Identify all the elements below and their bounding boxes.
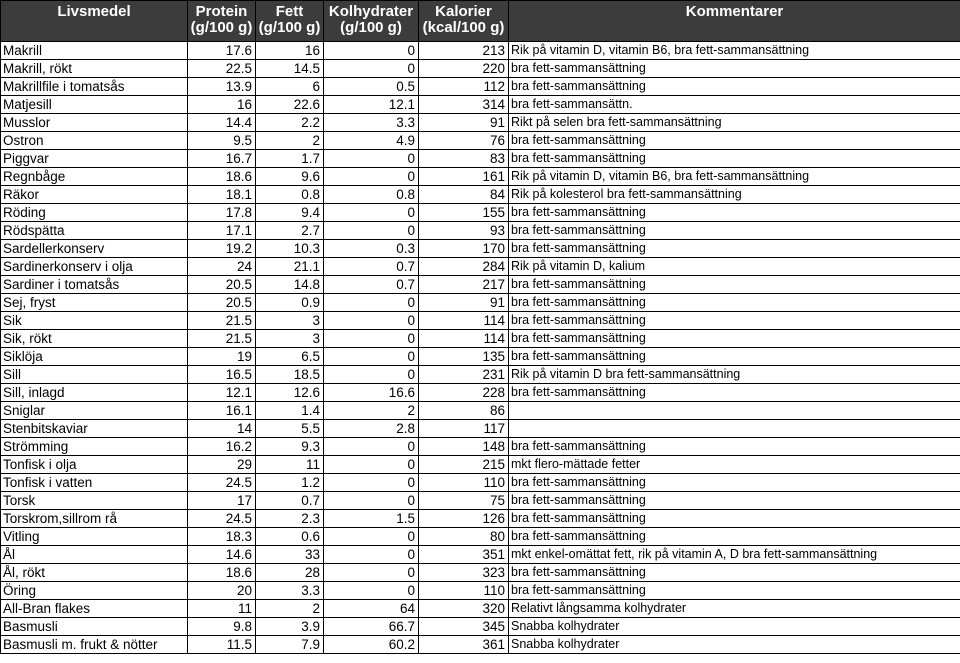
kommentar-cell: bra fett-sammansättning (509, 222, 960, 240)
protein-cell: 9.8 (188, 618, 256, 636)
kalorier-cell: 161 (419, 168, 509, 186)
livsmedel-cell: Tonfisk i olja (1, 456, 188, 474)
kommentar-cell: Relativt långsamma kolhydrater (509, 600, 960, 618)
table-row (1, 204, 960, 222)
protein-cell: 13.9 (188, 78, 256, 96)
kolhydrater-cell: 0 (324, 168, 419, 186)
protein-cell: 18.6 (188, 564, 256, 582)
kommentar-cell: bra fett-sammansättning (509, 492, 960, 510)
kalorier-cell: 76 (419, 132, 509, 150)
kommentar-cell: bra fett-sammansättning (509, 78, 960, 96)
livsmedel-cell: Stenbitskaviar (1, 420, 188, 438)
fett-cell: 14.8 (256, 276, 324, 294)
kommentar-cell (509, 402, 960, 420)
fett-cell: 22.6 (256, 96, 324, 114)
kalorier-cell: 80 (419, 528, 509, 546)
kolhydrater-cell: 0 (324, 492, 419, 510)
protein-cell: 18.1 (188, 186, 256, 204)
protein-cell: 12.1 (188, 384, 256, 402)
kommentar-cell: bra fett-sammansättning (509, 438, 960, 456)
kommentar-cell: bra fett-sammansättning (509, 510, 960, 528)
livsmedel-cell: Tonfisk i vatten (1, 474, 188, 492)
fett-cell: 18.5 (256, 366, 324, 384)
kalorier-cell: 361 (419, 636, 509, 654)
kalorier-cell: 75 (419, 492, 509, 510)
kalorier-cell: 148 (419, 438, 509, 456)
kommentar-cell: Rik på vitamin D, kalium (509, 258, 960, 276)
table-row (1, 420, 960, 438)
kalorier-cell: 84 (419, 186, 509, 204)
kalorier-cell: 93 (419, 222, 509, 240)
fett-cell: 3 (256, 312, 324, 330)
kommentar-cell: bra fett-sammansättning (509, 348, 960, 366)
protein-cell: 20.5 (188, 294, 256, 312)
protein-cell: 22.5 (188, 60, 256, 78)
livsmedel-cell: Musslor (1, 114, 188, 132)
protein-cell: 16.7 (188, 150, 256, 168)
kolhydrater-cell: 0.5 (324, 78, 419, 96)
header-fett: Fett (g/100 g) (256, 1, 324, 42)
kolhydrater-cell: 0 (324, 456, 419, 474)
table-row (1, 312, 960, 330)
protein-cell: 24.5 (188, 510, 256, 528)
protein-cell: 14.6 (188, 546, 256, 564)
kolhydrater-cell: 0 (324, 330, 419, 348)
livsmedel-cell: Makrill (1, 42, 188, 60)
kalorier-cell: 170 (419, 240, 509, 258)
kolhydrater-cell: 3.3 (324, 114, 419, 132)
livsmedel-cell: All-Bran flakes (1, 600, 188, 618)
protein-cell: 9.5 (188, 132, 256, 150)
header-kommentarer: Kommentarer (509, 1, 960, 42)
kolhydrater-cell: 4.9 (324, 132, 419, 150)
protein-cell: 14 (188, 420, 256, 438)
table-row (1, 510, 960, 528)
kommentar-cell: bra fett-sammansättning (509, 384, 960, 402)
kommentar-cell: Snabba kolhydrater (509, 618, 960, 636)
kommentar-cell: bra fett-sammansättning (509, 564, 960, 582)
livsmedel-cell: Basmusli (1, 618, 188, 636)
protein-cell: 16.2 (188, 438, 256, 456)
protein-cell: 11 (188, 600, 256, 618)
fett-cell: 1.2 (256, 474, 324, 492)
kalorier-cell: 284 (419, 258, 509, 276)
table-body (1, 42, 960, 654)
kommentar-cell: mkt flero-mättade fetter (509, 456, 960, 474)
fett-cell: 7.9 (256, 636, 324, 654)
kolhydrater-cell: 12.1 (324, 96, 419, 114)
fett-cell: 3.3 (256, 582, 324, 600)
livsmedel-cell: Ål (1, 546, 188, 564)
kalorier-cell: 86 (419, 402, 509, 420)
kolhydrater-cell: 0 (324, 366, 419, 384)
livsmedel-cell: Torsk (1, 492, 188, 510)
kalorier-cell: 345 (419, 618, 509, 636)
fett-cell: 0.9 (256, 294, 324, 312)
livsmedel-cell: Öring (1, 582, 188, 600)
livsmedel-cell: Torskrom,sillrom rå (1, 510, 188, 528)
protein-cell: 29 (188, 456, 256, 474)
kolhydrater-cell: 0 (324, 348, 419, 366)
kalorier-cell: 114 (419, 330, 509, 348)
table-row (1, 258, 960, 276)
table-row (1, 186, 960, 204)
fett-cell: 2.2 (256, 114, 324, 132)
fett-cell: 6.5 (256, 348, 324, 366)
kalorier-cell: 231 (419, 366, 509, 384)
table-row (1, 114, 960, 132)
livsmedel-cell: Matjesill (1, 96, 188, 114)
kalorier-cell: 320 (419, 600, 509, 618)
livsmedel-cell: Sniglar (1, 402, 188, 420)
kommentar-cell: bra fett-sammansättning (509, 312, 960, 330)
kolhydrater-cell: 0 (324, 438, 419, 456)
kolhydrater-cell: 2.8 (324, 420, 419, 438)
kommentar-cell: bra fett-sammansättning (509, 582, 960, 600)
kalorier-cell: 351 (419, 546, 509, 564)
kolhydrater-cell: 1.5 (324, 510, 419, 528)
protein-cell: 24.5 (188, 474, 256, 492)
protein-cell: 16 (188, 96, 256, 114)
livsmedel-cell: Räkor (1, 186, 188, 204)
kalorier-cell: 126 (419, 510, 509, 528)
fett-cell: 2.3 (256, 510, 324, 528)
table-row (1, 366, 960, 384)
kolhydrater-cell: 0 (324, 528, 419, 546)
fett-cell: 0.8 (256, 186, 324, 204)
table-row (1, 384, 960, 402)
livsmedel-cell: Sill (1, 366, 188, 384)
table-row (1, 96, 960, 114)
fett-cell: 1.4 (256, 402, 324, 420)
fett-cell: 9.3 (256, 438, 324, 456)
livsmedel-cell: Regnbåge (1, 168, 188, 186)
livsmedel-cell: Vitling (1, 528, 188, 546)
kolhydrater-cell: 0.7 (324, 258, 419, 276)
protein-cell: 18.6 (188, 168, 256, 186)
protein-cell: 18.3 (188, 528, 256, 546)
fett-cell: 33 (256, 546, 324, 564)
kommentar-cell: bra fett-sammansättning (509, 294, 960, 312)
kolhydrater-cell: 66.7 (324, 618, 419, 636)
fett-cell: 28 (256, 564, 324, 582)
header-kalorier: Kalorier (kcal/100 g) (419, 1, 509, 42)
fett-cell: 14.5 (256, 60, 324, 78)
table-row (1, 168, 960, 186)
kolhydrater-cell: 64 (324, 600, 419, 618)
livsmedel-cell: Sardellerkonserv (1, 240, 188, 258)
livsmedel-cell: Rödspätta (1, 222, 188, 240)
kolhydrater-cell: 0 (324, 222, 419, 240)
fett-cell: 0.7 (256, 492, 324, 510)
kalorier-cell: 213 (419, 42, 509, 60)
fett-cell: 6 (256, 78, 324, 96)
livsmedel-cell: Makrill, rökt (1, 60, 188, 78)
header-kolhydrater: Kolhydrater (g/100 g) (324, 1, 419, 42)
fett-cell: 2 (256, 600, 324, 618)
kommentar-cell: bra fett-sammansättning (509, 60, 960, 78)
protein-cell: 20 (188, 582, 256, 600)
table-row (1, 546, 960, 564)
livsmedel-cell: Sik, rökt (1, 330, 188, 348)
kolhydrater-cell: 2 (324, 402, 419, 420)
table-row (1, 402, 960, 420)
livsmedel-cell: Ostron (1, 132, 188, 150)
table-row (1, 132, 960, 150)
kommentar-cell: mkt enkel-omättat fett, rik på vitamin A, D bra fett-sammansättning (509, 546, 960, 564)
table-row (1, 276, 960, 294)
kolhydrater-cell: 0 (324, 546, 419, 564)
kalorier-cell: 91 (419, 114, 509, 132)
livsmedel-cell: Sik (1, 312, 188, 330)
protein-cell: 17.1 (188, 222, 256, 240)
protein-cell: 14.4 (188, 114, 256, 132)
fett-cell: 11 (256, 456, 324, 474)
table-row (1, 150, 960, 168)
fett-cell: 5.5 (256, 420, 324, 438)
kalorier-cell: 135 (419, 348, 509, 366)
fett-cell: 16 (256, 42, 324, 60)
kommentar-cell: bra fett-sammansättning (509, 330, 960, 348)
fett-cell: 3 (256, 330, 324, 348)
kalorier-cell: 91 (419, 294, 509, 312)
livsmedel-cell: Sardiner i tomatsås (1, 276, 188, 294)
protein-cell: 19 (188, 348, 256, 366)
kommentar-cell: Rik på vitamin D bra fett-sammansättning (509, 366, 960, 384)
livsmedel-cell: Strömming (1, 438, 188, 456)
table-row (1, 240, 960, 258)
table-row (1, 456, 960, 474)
table-row (1, 294, 960, 312)
kolhydrater-cell: 0 (324, 564, 419, 582)
kolhydrater-cell: 0 (324, 474, 419, 492)
kalorier-cell: 112 (419, 78, 509, 96)
fett-cell: 9.4 (256, 204, 324, 222)
kommentar-cell: Rik på vitamin D, vitamin B6, bra fett-sammansättning (509, 42, 960, 60)
kolhydrater-cell: 60.2 (324, 636, 419, 654)
kolhydrater-cell: 0.7 (324, 276, 419, 294)
header-livsmedel: Livsmedel (1, 1, 188, 42)
fett-cell: 10.3 (256, 240, 324, 258)
protein-cell: 19.2 (188, 240, 256, 258)
protein-cell: 17.6 (188, 42, 256, 60)
table-row (1, 60, 960, 78)
livsmedel-cell: Sej, fryst (1, 294, 188, 312)
kolhydrater-cell: 0 (324, 582, 419, 600)
table-row (1, 636, 960, 654)
livsmedel-cell: Siklöja (1, 348, 188, 366)
kommentar-cell: bra fett-sammansättn. (509, 96, 960, 114)
kalorier-cell: 114 (419, 312, 509, 330)
table-row (1, 222, 960, 240)
header-protein: Protein (g/100 g) (188, 1, 256, 42)
table-row (1, 348, 960, 366)
kalorier-cell: 215 (419, 456, 509, 474)
kolhydrater-cell: 0 (324, 294, 419, 312)
kommentar-cell: Rik på kolesterol bra fett-sammansättning (509, 186, 960, 204)
kalorier-cell: 228 (419, 384, 509, 402)
kalorier-cell: 314 (419, 96, 509, 114)
protein-cell: 11.5 (188, 636, 256, 654)
kalorier-cell: 110 (419, 582, 509, 600)
fett-cell: 12.6 (256, 384, 324, 402)
table-header (1, 1, 960, 42)
table-row (1, 618, 960, 636)
livsmedel-cell: Basmusli m. frukt & nötter (1, 636, 188, 654)
kommentar-cell: bra fett-sammansättning (509, 528, 960, 546)
kalorier-cell: 220 (419, 60, 509, 78)
livsmedel-cell: Ål, rökt (1, 564, 188, 582)
kalorier-cell: 323 (419, 564, 509, 582)
kolhydrater-cell: 0 (324, 60, 419, 78)
kommentar-cell (509, 420, 960, 438)
kolhydrater-cell: 0.3 (324, 240, 419, 258)
kolhydrater-cell: 0 (324, 312, 419, 330)
livsmedel-cell: Sill, inlagd (1, 384, 188, 402)
kommentar-cell: Rik på vitamin D, vitamin B6, bra fett-sammansättning (509, 168, 960, 186)
kommentar-cell: bra fett-sammansättning (509, 204, 960, 222)
protein-cell: 20.5 (188, 276, 256, 294)
protein-cell: 17 (188, 492, 256, 510)
kalorier-cell: 155 (419, 204, 509, 222)
fett-cell: 1.7 (256, 150, 324, 168)
kalorier-cell: 83 (419, 150, 509, 168)
table-row (1, 582, 960, 600)
kalorier-cell: 110 (419, 474, 509, 492)
kolhydrater-cell: 0 (324, 204, 419, 222)
table-row (1, 42, 960, 60)
kommentar-cell: bra fett-sammansättning (509, 474, 960, 492)
protein-cell: 21.5 (188, 312, 256, 330)
fett-cell: 2 (256, 132, 324, 150)
kommentar-cell: Rikt på selen bra fett-sammansättning (509, 114, 960, 132)
fett-cell: 3.9 (256, 618, 324, 636)
livsmedel-cell: Röding (1, 204, 188, 222)
livsmedel-cell: Sardinerkonserv i olja (1, 258, 188, 276)
fett-cell: 9.6 (256, 168, 324, 186)
kommentar-cell: Snabba kolhydrater (509, 636, 960, 654)
kommentar-cell: bra fett-sammansättning (509, 132, 960, 150)
protein-cell: 24 (188, 258, 256, 276)
fett-cell: 0.6 (256, 528, 324, 546)
kommentar-cell: bra fett-sammansättning (509, 150, 960, 168)
table-row (1, 492, 960, 510)
table-row (1, 528, 960, 546)
kolhydrater-cell: 16.6 (324, 384, 419, 402)
table-row (1, 564, 960, 582)
kolhydrater-cell: 0.8 (324, 186, 419, 204)
table-row (1, 438, 960, 456)
fett-cell: 2.7 (256, 222, 324, 240)
kalorier-cell: 117 (419, 420, 509, 438)
livsmedel-cell: Makrillfile i tomatsås (1, 78, 188, 96)
header-row (1, 1, 960, 42)
table-row (1, 474, 960, 492)
kalorier-cell: 217 (419, 276, 509, 294)
protein-cell: 16.5 (188, 366, 256, 384)
table-row (1, 600, 960, 618)
protein-cell: 21.5 (188, 330, 256, 348)
table-row (1, 78, 960, 96)
table-row (1, 330, 960, 348)
protein-cell: 16.1 (188, 402, 256, 420)
livsmedel-cell: Piggvar (1, 150, 188, 168)
kolhydrater-cell: 0 (324, 42, 419, 60)
kolhydrater-cell: 0 (324, 150, 419, 168)
fett-cell: 21.1 (256, 258, 324, 276)
protein-cell: 17.8 (188, 204, 256, 222)
kommentar-cell: bra fett-sammansättning (509, 240, 960, 258)
kommentar-cell: bra fett-sammansättning (509, 276, 960, 294)
